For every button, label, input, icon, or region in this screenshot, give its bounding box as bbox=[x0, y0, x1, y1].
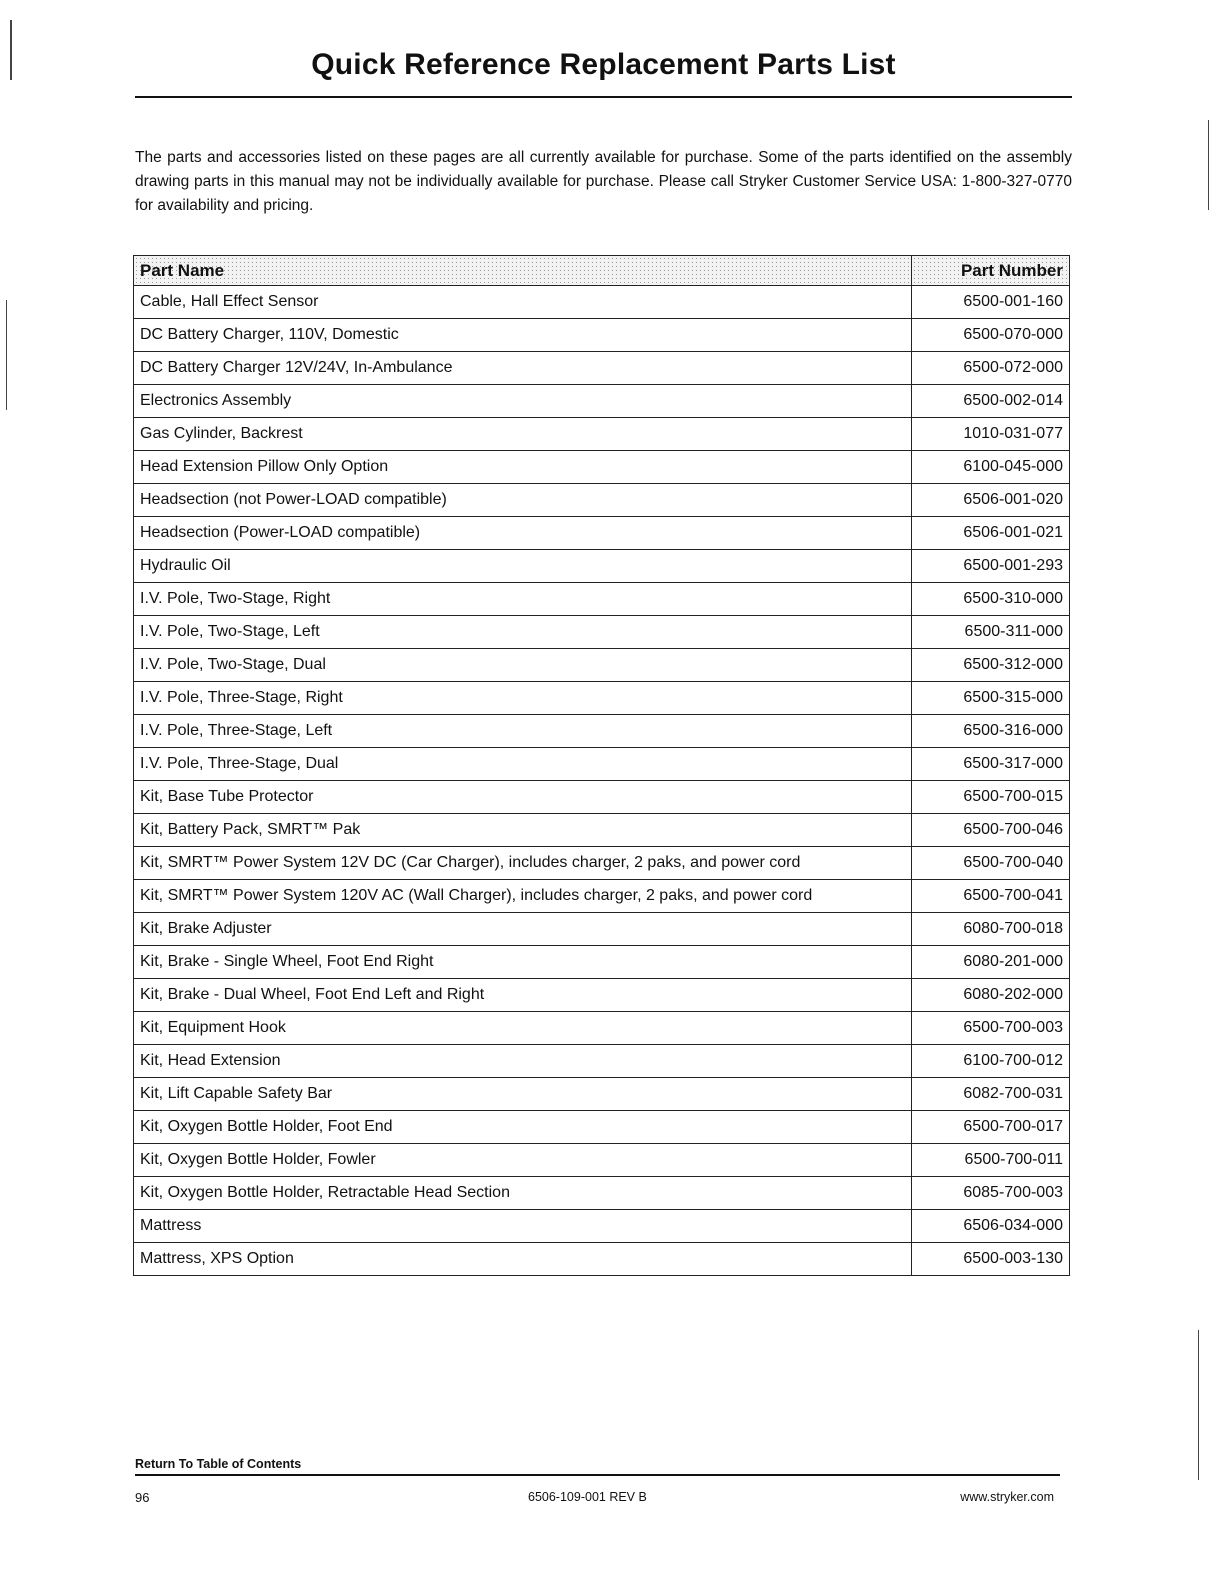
part-number-cell: 6500-312-000 bbox=[912, 649, 1070, 682]
part-number-cell: 6080-700-018 bbox=[912, 913, 1070, 946]
part-name-cell: I.V. Pole, Three-Stage, Left bbox=[134, 715, 912, 748]
part-number-cell: 6506-001-021 bbox=[912, 517, 1070, 550]
scan-mark-left bbox=[10, 20, 12, 80]
part-number-cell: 6500-315-000 bbox=[912, 682, 1070, 715]
part-name-cell: Headsection (not Power-LOAD compatible) bbox=[134, 484, 912, 517]
table-row bbox=[134, 517, 1070, 550]
footer-divider bbox=[135, 1474, 1060, 1476]
part-name-cell: I.V. Pole, Two-Stage, Left bbox=[134, 616, 912, 649]
part-name-cell: Kit, Equipment Hook bbox=[134, 1012, 912, 1045]
table-row bbox=[134, 319, 1070, 352]
part-number-cell: 6080-201-000 bbox=[912, 946, 1070, 979]
parts-table bbox=[133, 255, 1070, 1276]
table-row bbox=[134, 1177, 1070, 1210]
part-name-cell: Kit, Head Extension bbox=[134, 1045, 912, 1078]
part-number-cell: 6500-001-293 bbox=[912, 550, 1070, 583]
table-row bbox=[134, 1243, 1070, 1276]
part-number-cell: 6500-001-160 bbox=[912, 286, 1070, 319]
table-row bbox=[134, 352, 1070, 385]
table-row bbox=[134, 1012, 1070, 1045]
part-name-cell: Kit, Lift Capable Safety Bar bbox=[134, 1078, 912, 1111]
part-number-cell: 6500-700-017 bbox=[912, 1111, 1070, 1144]
part-number-cell: 6082-700-031 bbox=[912, 1078, 1070, 1111]
part-name-cell: I.V. Pole, Two-Stage, Right bbox=[134, 583, 912, 616]
table-row bbox=[134, 1210, 1070, 1243]
table-row bbox=[134, 913, 1070, 946]
table-row bbox=[134, 1078, 1070, 1111]
part-name-cell: Hydraulic Oil bbox=[134, 550, 912, 583]
part-number-cell: 6500-317-000 bbox=[912, 748, 1070, 781]
intro-paragraph: The parts and accessories listed on these pages are all currently available for purchase. Some of the parts identified on the assembly drawing parts in this manual may not be individually available for purchase. Please call Stryker Customer Service USA: 1-800-327-0770 for availability and pricing. bbox=[135, 149, 1072, 214]
part-number-cell: 6500-700-003 bbox=[912, 1012, 1070, 1045]
website-url: www.stryker.com bbox=[960, 1490, 1054, 1504]
page-number: 96 bbox=[135, 1490, 150, 1505]
document-number: 6506-109-001 REV B bbox=[528, 1490, 647, 1504]
table-row bbox=[134, 286, 1070, 319]
part-number-cell: 6500-316-000 bbox=[912, 715, 1070, 748]
table-row bbox=[134, 1144, 1070, 1177]
parts-table-body bbox=[134, 286, 1070, 1276]
table-row bbox=[134, 880, 1070, 913]
part-name-cell: Electronics Assembly bbox=[134, 385, 912, 418]
part-name-cell: Kit, Battery Pack, SMRT™ Pak bbox=[134, 814, 912, 847]
scan-mark-right-lower bbox=[1198, 1330, 1199, 1480]
part-number-cell: 6500-700-040 bbox=[912, 847, 1070, 880]
table-row bbox=[134, 550, 1070, 583]
part-name-cell: Kit, Brake - Single Wheel, Foot End Right bbox=[134, 946, 912, 979]
part-name-cell: Kit, Brake Adjuster bbox=[134, 913, 912, 946]
part-name-cell: Mattress, XPS Option bbox=[134, 1243, 912, 1276]
part-name-cell: Kit, SMRT™ Power System 120V AC (Wall Charger), includes charger, 2 paks, and power cord bbox=[134, 880, 912, 913]
part-name-cell: Kit, Base Tube Protector bbox=[134, 781, 912, 814]
part-name-cell: Gas Cylinder, Backrest bbox=[134, 418, 912, 451]
part-name-cell: I.V. Pole, Three-Stage, Right bbox=[134, 682, 912, 715]
part-name-cell: Kit, Oxygen Bottle Holder, Fowler bbox=[134, 1144, 912, 1177]
part-name-cell: Kit, SMRT™ Power System 12V DC (Car Charger), includes charger, 2 paks, and power cord bbox=[134, 847, 912, 880]
column-header-part-number: Part Number bbox=[912, 256, 1070, 286]
part-number-cell: 6080-202-000 bbox=[912, 979, 1070, 1012]
part-name-cell: Head Extension Pillow Only Option bbox=[134, 451, 912, 484]
part-number-cell: 6500-700-015 bbox=[912, 781, 1070, 814]
part-number-cell: 6500-002-014 bbox=[912, 385, 1070, 418]
scan-mark-right-upper bbox=[1208, 120, 1209, 210]
table-row bbox=[134, 451, 1070, 484]
part-number-cell: 6500-700-011 bbox=[912, 1144, 1070, 1177]
part-number-cell: 6500-311-000 bbox=[912, 616, 1070, 649]
part-number-cell: 6500-072-000 bbox=[912, 352, 1070, 385]
page-title: Quick Reference Replacement Parts List bbox=[311, 48, 896, 81]
table-row bbox=[134, 385, 1070, 418]
title-divider bbox=[135, 96, 1072, 98]
part-number-cell: 6500-700-046 bbox=[912, 814, 1070, 847]
table-row bbox=[134, 418, 1070, 451]
table-row bbox=[134, 616, 1070, 649]
column-header-part-name: Part Name bbox=[134, 256, 912, 286]
part-number-cell: 6500-310-000 bbox=[912, 583, 1070, 616]
table-row bbox=[134, 1111, 1070, 1144]
scan-mark-left-lower bbox=[6, 300, 7, 410]
part-number-cell: 1010-031-077 bbox=[912, 418, 1070, 451]
table-row bbox=[134, 946, 1070, 979]
table-row bbox=[134, 781, 1070, 814]
part-name-cell: Kit, Oxygen Bottle Holder, Retractable Head Section bbox=[134, 1177, 912, 1210]
part-name-cell: DC Battery Charger 12V/24V, In-Ambulance bbox=[134, 352, 912, 385]
part-name-cell: Cable, Hall Effect Sensor bbox=[134, 286, 912, 319]
part-number-cell: 6500-070-000 bbox=[912, 319, 1070, 352]
part-name-cell: Headsection (Power-LOAD compatible) bbox=[134, 517, 912, 550]
table-row bbox=[134, 682, 1070, 715]
table-row bbox=[134, 715, 1070, 748]
part-number-cell: 6085-700-003 bbox=[912, 1177, 1070, 1210]
table-row bbox=[134, 484, 1070, 517]
part-number-cell: 6100-045-000 bbox=[912, 451, 1070, 484]
part-name-cell: I.V. Pole, Three-Stage, Dual bbox=[134, 748, 912, 781]
return-to-contents-link[interactable]: Return To Table of Contents bbox=[135, 1457, 302, 1471]
part-name-cell: DC Battery Charger, 110V, Domestic bbox=[134, 319, 912, 352]
part-number-cell: 6506-034-000 bbox=[912, 1210, 1070, 1243]
part-name-cell: I.V. Pole, Two-Stage, Dual bbox=[134, 649, 912, 682]
table-row bbox=[134, 814, 1070, 847]
part-number-cell: 6506-001-020 bbox=[912, 484, 1070, 517]
part-number-cell: 6500-003-130 bbox=[912, 1243, 1070, 1276]
table-row bbox=[134, 748, 1070, 781]
table-header-row bbox=[134, 256, 1070, 286]
part-number-cell: 6500-700-041 bbox=[912, 880, 1070, 913]
table-row bbox=[134, 649, 1070, 682]
table-row bbox=[134, 583, 1070, 616]
table-row bbox=[134, 979, 1070, 1012]
part-number-cell: 6100-700-012 bbox=[912, 1045, 1070, 1078]
table-row bbox=[134, 847, 1070, 880]
part-name-cell: Mattress bbox=[134, 1210, 912, 1243]
part-name-cell: Kit, Brake - Dual Wheel, Foot End Left and Right bbox=[134, 979, 912, 1012]
table-row bbox=[134, 1045, 1070, 1078]
part-name-cell: Kit, Oxygen Bottle Holder, Foot End bbox=[134, 1111, 912, 1144]
